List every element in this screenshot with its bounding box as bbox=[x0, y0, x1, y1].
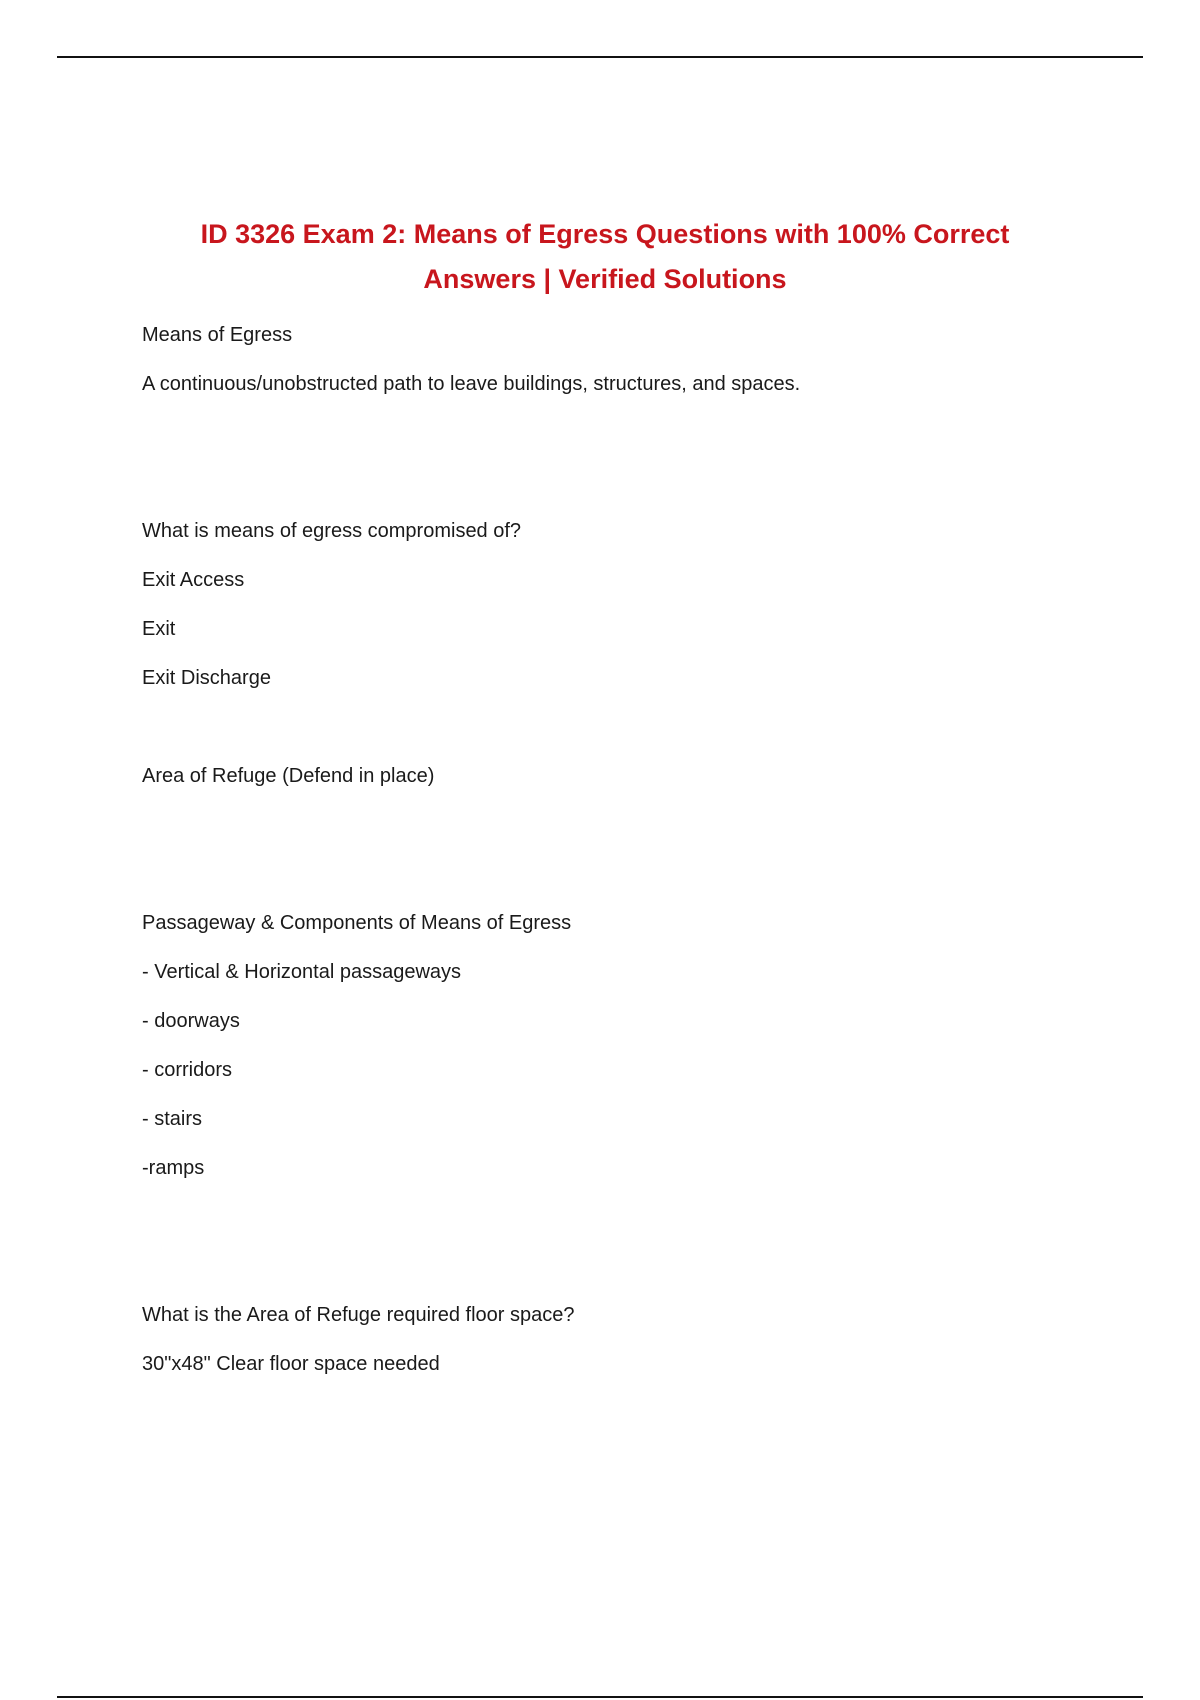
title-line-2: Answers | Verified Solutions bbox=[423, 264, 787, 294]
answer-area-of-refuge: Area of Refuge (Defend in place) bbox=[142, 765, 435, 787]
answer-exit: Exit bbox=[142, 618, 176, 640]
title-line-1: ID 3326 Exam 2: Means of Egress Questions with 100% Correct bbox=[200, 219, 1010, 249]
answer-ramps: -ramps bbox=[142, 1157, 205, 1179]
top-rule bbox=[57, 56, 1143, 58]
question-means-of-egress: Means of Egress bbox=[142, 324, 293, 346]
answer-vertical-horizontal: - Vertical & Horizontal passageways bbox=[142, 961, 462, 983]
answer-means-of-egress: A continuous/unobstructed path to leave buildings, structures, and spaces. bbox=[142, 373, 801, 395]
answer-exit-discharge: Exit Discharge bbox=[142, 667, 271, 689]
answer-clear-floor-space: 30"x48" Clear floor space needed bbox=[142, 1353, 440, 1375]
document-title bbox=[140, 212, 1070, 302]
question-passageway-components: Passageway & Components of Means of Egress bbox=[142, 912, 572, 934]
answer-doorways: - doorways bbox=[142, 1010, 240, 1032]
answer-corridors: - corridors bbox=[142, 1059, 233, 1081]
question-egress-composition: What is means of egress compromised of? bbox=[142, 520, 522, 542]
bottom-rule bbox=[57, 1696, 1143, 1698]
question-refuge-floor-space: What is the Area of Refuge required floor space? bbox=[142, 1304, 575, 1326]
answer-exit-access: Exit Access bbox=[142, 569, 245, 591]
answer-stairs: - stairs bbox=[142, 1108, 202, 1130]
